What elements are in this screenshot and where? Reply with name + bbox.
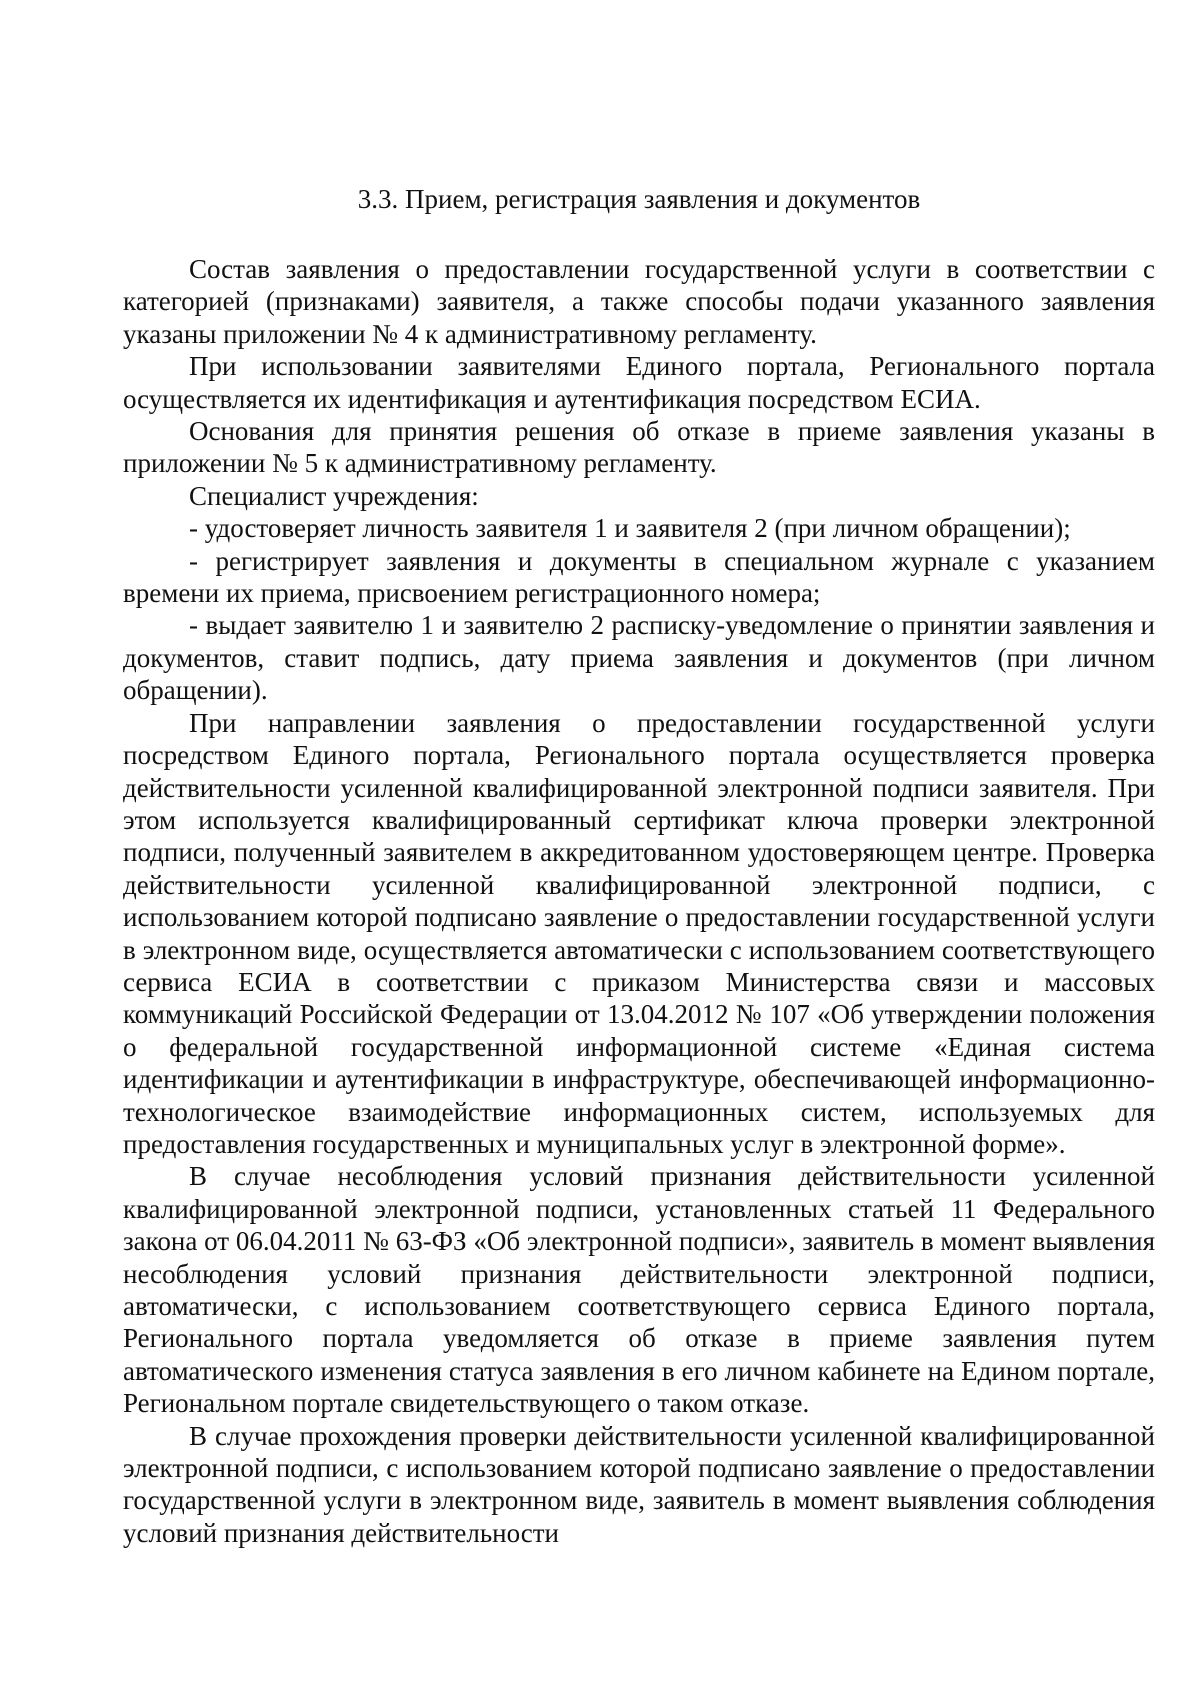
list-item-issue-receipt: - выдает заявителю 1 и заявителю 2 расписку-уведомление о принятии заявления и документов, ставит подпись, дату приема заявления и документов (при личном обращении). <box>123 610 1155 706</box>
paragraph-signature-valid: В случае прохождения проверки действительности усиленной квалифицированной электронной подписи, с использованием которой подписано заявление о предоставлении государственной услуги в электронном виде, заявитель в момент выявления соблюдения условий признания действительности <box>123 1420 1155 1548</box>
paragraph-signature-verification: При направлении заявления о предоставлении государственной услуги посредством Единого портала, Регионального портала осуществляется проверка действительности усиленной квалифицированной электронной подписи заявителя. При этом используется квалифицированный сертификат ключа проверки электронной подписи, полученный заявителем в аккредитованном удостоверяющем центре. Проверка действительности усиленной квалифицированной электронной подписи, с использованием которой подписано заявление о предоставлении государственной услуги в электронном виде, осуществляется автоматически с использованием соответствующего сервиса ЕСИА в соответствии с приказом Министерства связи и массовых коммуникаций Российской Федерации от 13.04.2012 № 107 «Об утверждении положения о федеральной государственной информационной системе «Единая система идентификации и аутентификации в инфраструктуре, обеспечивающей информационно-технологическое взаимодействие информационных систем, используемых для предоставления государственных и муниципальных услуг в электронной форме». <box>123 707 1155 1159</box>
paragraph-specialist-heading: Специалист учреждения: <box>189 480 479 511</box>
paragraph-application-content: Состав заявления о предоставлении государственной услуги в соответствии с категорией (признаками) заявителя, а также способы подачи указанного заявления указаны приложении № 4 к административному регламенту. <box>123 254 1155 349</box>
paragraph-signature-invalid: В случае несоблюдения условий признания действительности усиленной квалифицированной электронной подписи, установленных статьей 11 Федерального закона от 06.04.2011 № 63-ФЗ «Об электронной подписи», заявитель в момент выявления несоблюдения условий признания действительности электронной подписи, автоматически, с использованием соответствующего сервиса Единого портала, Регионального портала уведомляется об отказе в приеме заявления путем автоматического изменения статуса заявления в его личном кабинете на Едином портале, Региональном портале свидетельствующего о таком отказе. <box>123 1161 1155 1419</box>
paragraph-portal-identification: При использовании заявителями Единого портала, Регионального портала осуществляется их идентификация и аутентификация посредством ЕСИА. <box>123 351 1155 414</box>
document-body <box>123 183 1155 1549</box>
section-title: 3.3. Прием, регистрация заявления и документов <box>357 184 921 214</box>
paragraph-refusal-grounds: Основания для принятия решения об отказе в приеме заявления указаны в приложении № 5 к административному регламенту. <box>123 416 1155 479</box>
list-item-verify-identity: - удостоверяет личность заявителя 1 и заявителя 2 (при личном обращении); <box>189 513 1071 544</box>
list-item-register-documents: - регистрирует заявления и документы в специальном журнале с указанием времени их приема, присвоением регистрационного номера; <box>123 545 1155 609</box>
